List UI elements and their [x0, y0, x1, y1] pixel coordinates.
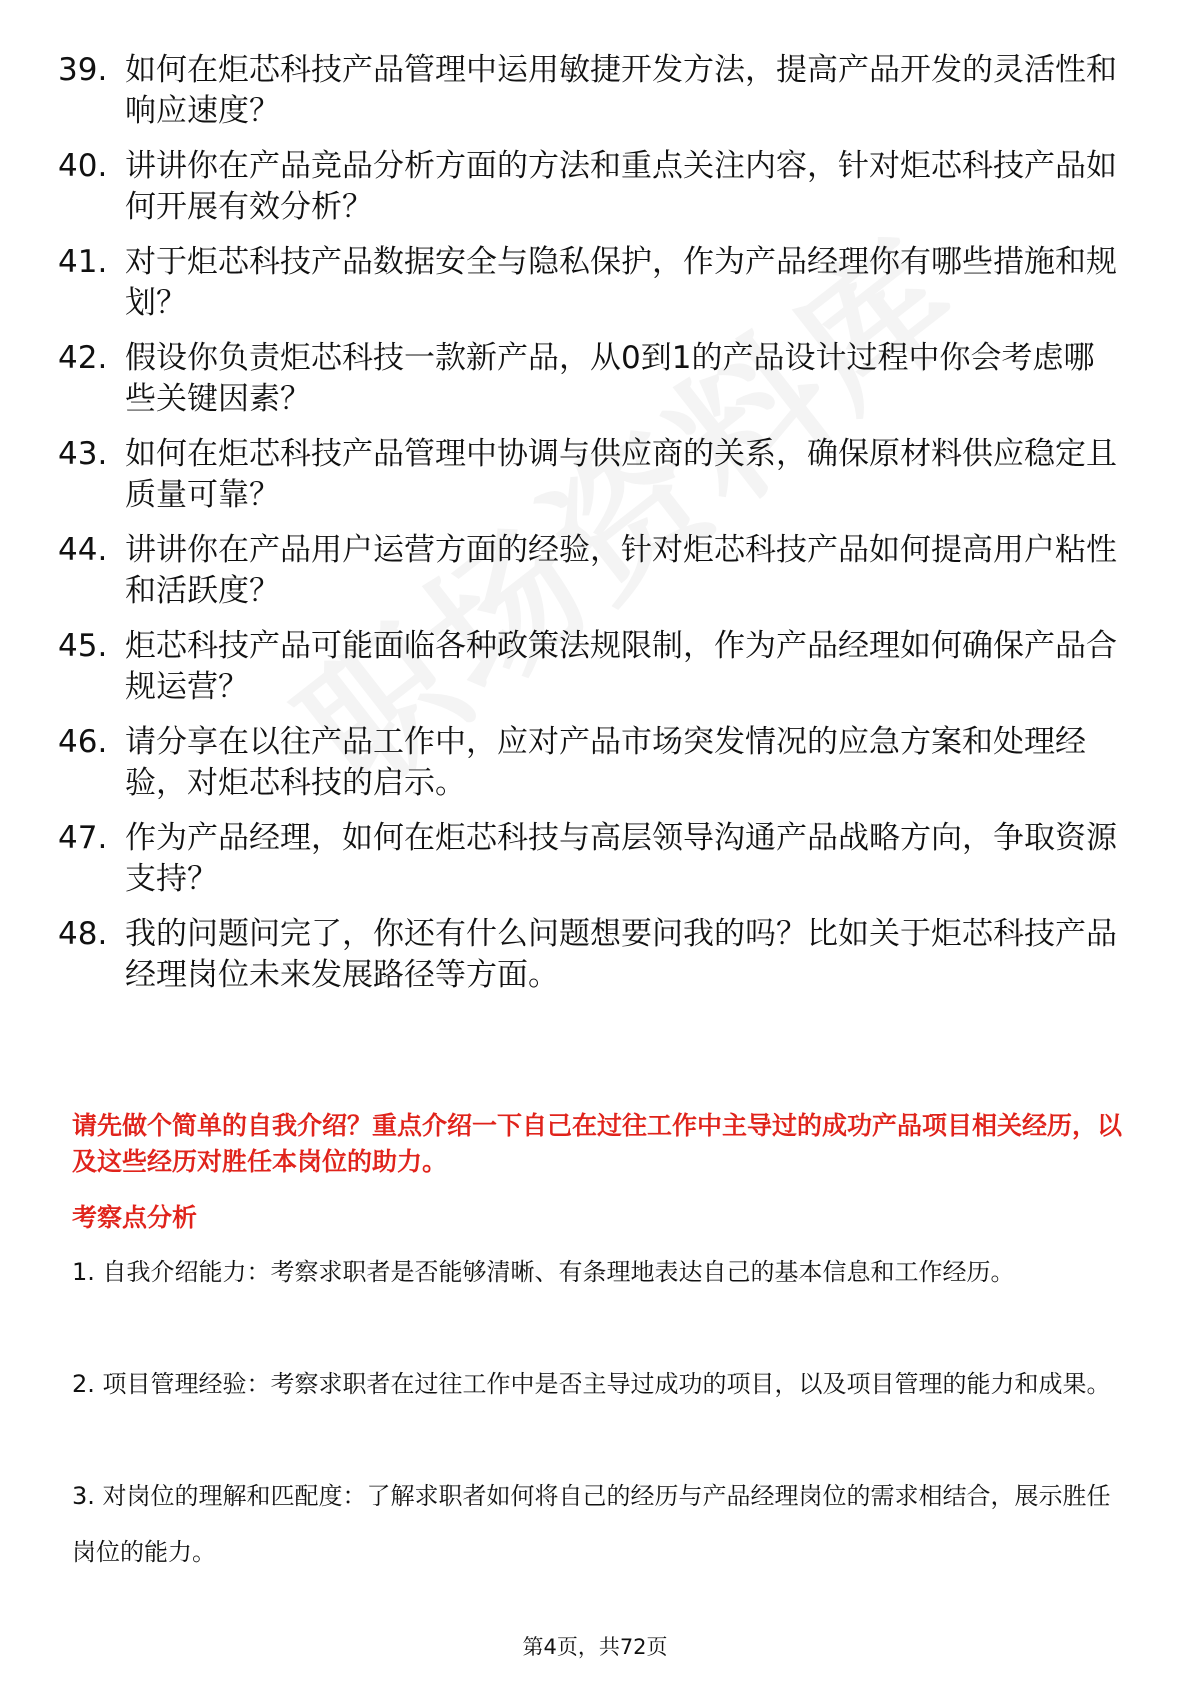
highlight-question: 请先做个简单的自我介绍？重点介绍一下自己在过往工作中主导过的成功产品项目相关经历，以及这些经历对胜任本岗位的助力。 [72, 1111, 1123, 1176]
question-number: 44. [58, 532, 108, 568]
question-item [58, 146, 1118, 228]
question-text: 炬芯科技产品可能面临各种政策法规限制，作为产品经理如何确保产品合规运营？ [125, 628, 1117, 705]
question-text: 作为产品经理，如何在炬芯科技与高层领导沟通产品战略方向，争取资源支持？ [125, 820, 1117, 897]
analysis-point: 2. 项目管理经验：考察求职者在过往工作中是否主导过成功的项目，以及项目管理的能力和成果。 [72, 1370, 1111, 1398]
analysis-point: 1. 自我介绍能力：考察求职者是否能够清晰、有条理地表达自己的基本信息和工作经历。 [72, 1258, 1015, 1286]
question-number: 47. [58, 820, 108, 856]
question-text: 讲讲你在产品用户运营方面的经验，针对炬芯科技产品如何提高用户粘性和活跃度？ [125, 532, 1117, 609]
question-text: 假设你负责炬芯科技一款新产品，从0到1的产品设计过程中你会考虑哪些关键因素？ [125, 340, 1095, 417]
question-item [58, 818, 1118, 900]
question-number: 39. [58, 52, 108, 88]
question-number: 46. [58, 724, 108, 760]
question-number: 42. [58, 340, 108, 376]
question-number: 41. [58, 244, 108, 280]
question-number: 40. [58, 148, 108, 184]
question-text: 请分享在以往产品工作中，应对产品市场突发情况的应急方案和处理经验，对炬芯科技的启示。 [125, 724, 1086, 801]
question-item [58, 434, 1118, 516]
question-text: 我的问题问完了，你还有什么问题想要问我的吗？比如关于炬芯科技产品经理岗位未来发展路径等方面。 [125, 916, 1117, 993]
question-text: 对于炬芯科技产品数据安全与隐私保护，作为产品经理你有哪些措施和规划？ [125, 244, 1117, 321]
question-text: 讲讲你在产品竞品分析方面的方法和重点关注内容，针对炬芯科技产品如何开展有效分析？ [125, 148, 1117, 225]
page-footer: 第4页，共72页 [522, 1635, 668, 1659]
question-item [58, 530, 1118, 612]
question-text: 如何在炬芯科技产品管理中协调与供应商的关系，确保原材料供应稳定且质量可靠？ [125, 436, 1117, 513]
question-item [58, 50, 1118, 132]
question-item [58, 242, 1118, 324]
question-number: 43. [58, 436, 108, 472]
analysis-point: 3. 对岗位的理解和匹配度：了解求职者如何将自己的经历与产品经理岗位的需求相结合，展示胜任岗位的能力。 [72, 1482, 1111, 1566]
question-text: 如何在炬芯科技产品管理中运用敏捷开发方法，提高产品开发的灵活性和响应速度？ [125, 52, 1117, 129]
question-item [58, 338, 1118, 420]
question-number: 45. [58, 628, 108, 664]
question-item [58, 722, 1118, 804]
question-item [58, 914, 1118, 996]
question-item [58, 626, 1118, 708]
analysis-title: 考察点分析 [72, 1203, 198, 1232]
question-number: 48. [58, 916, 108, 952]
